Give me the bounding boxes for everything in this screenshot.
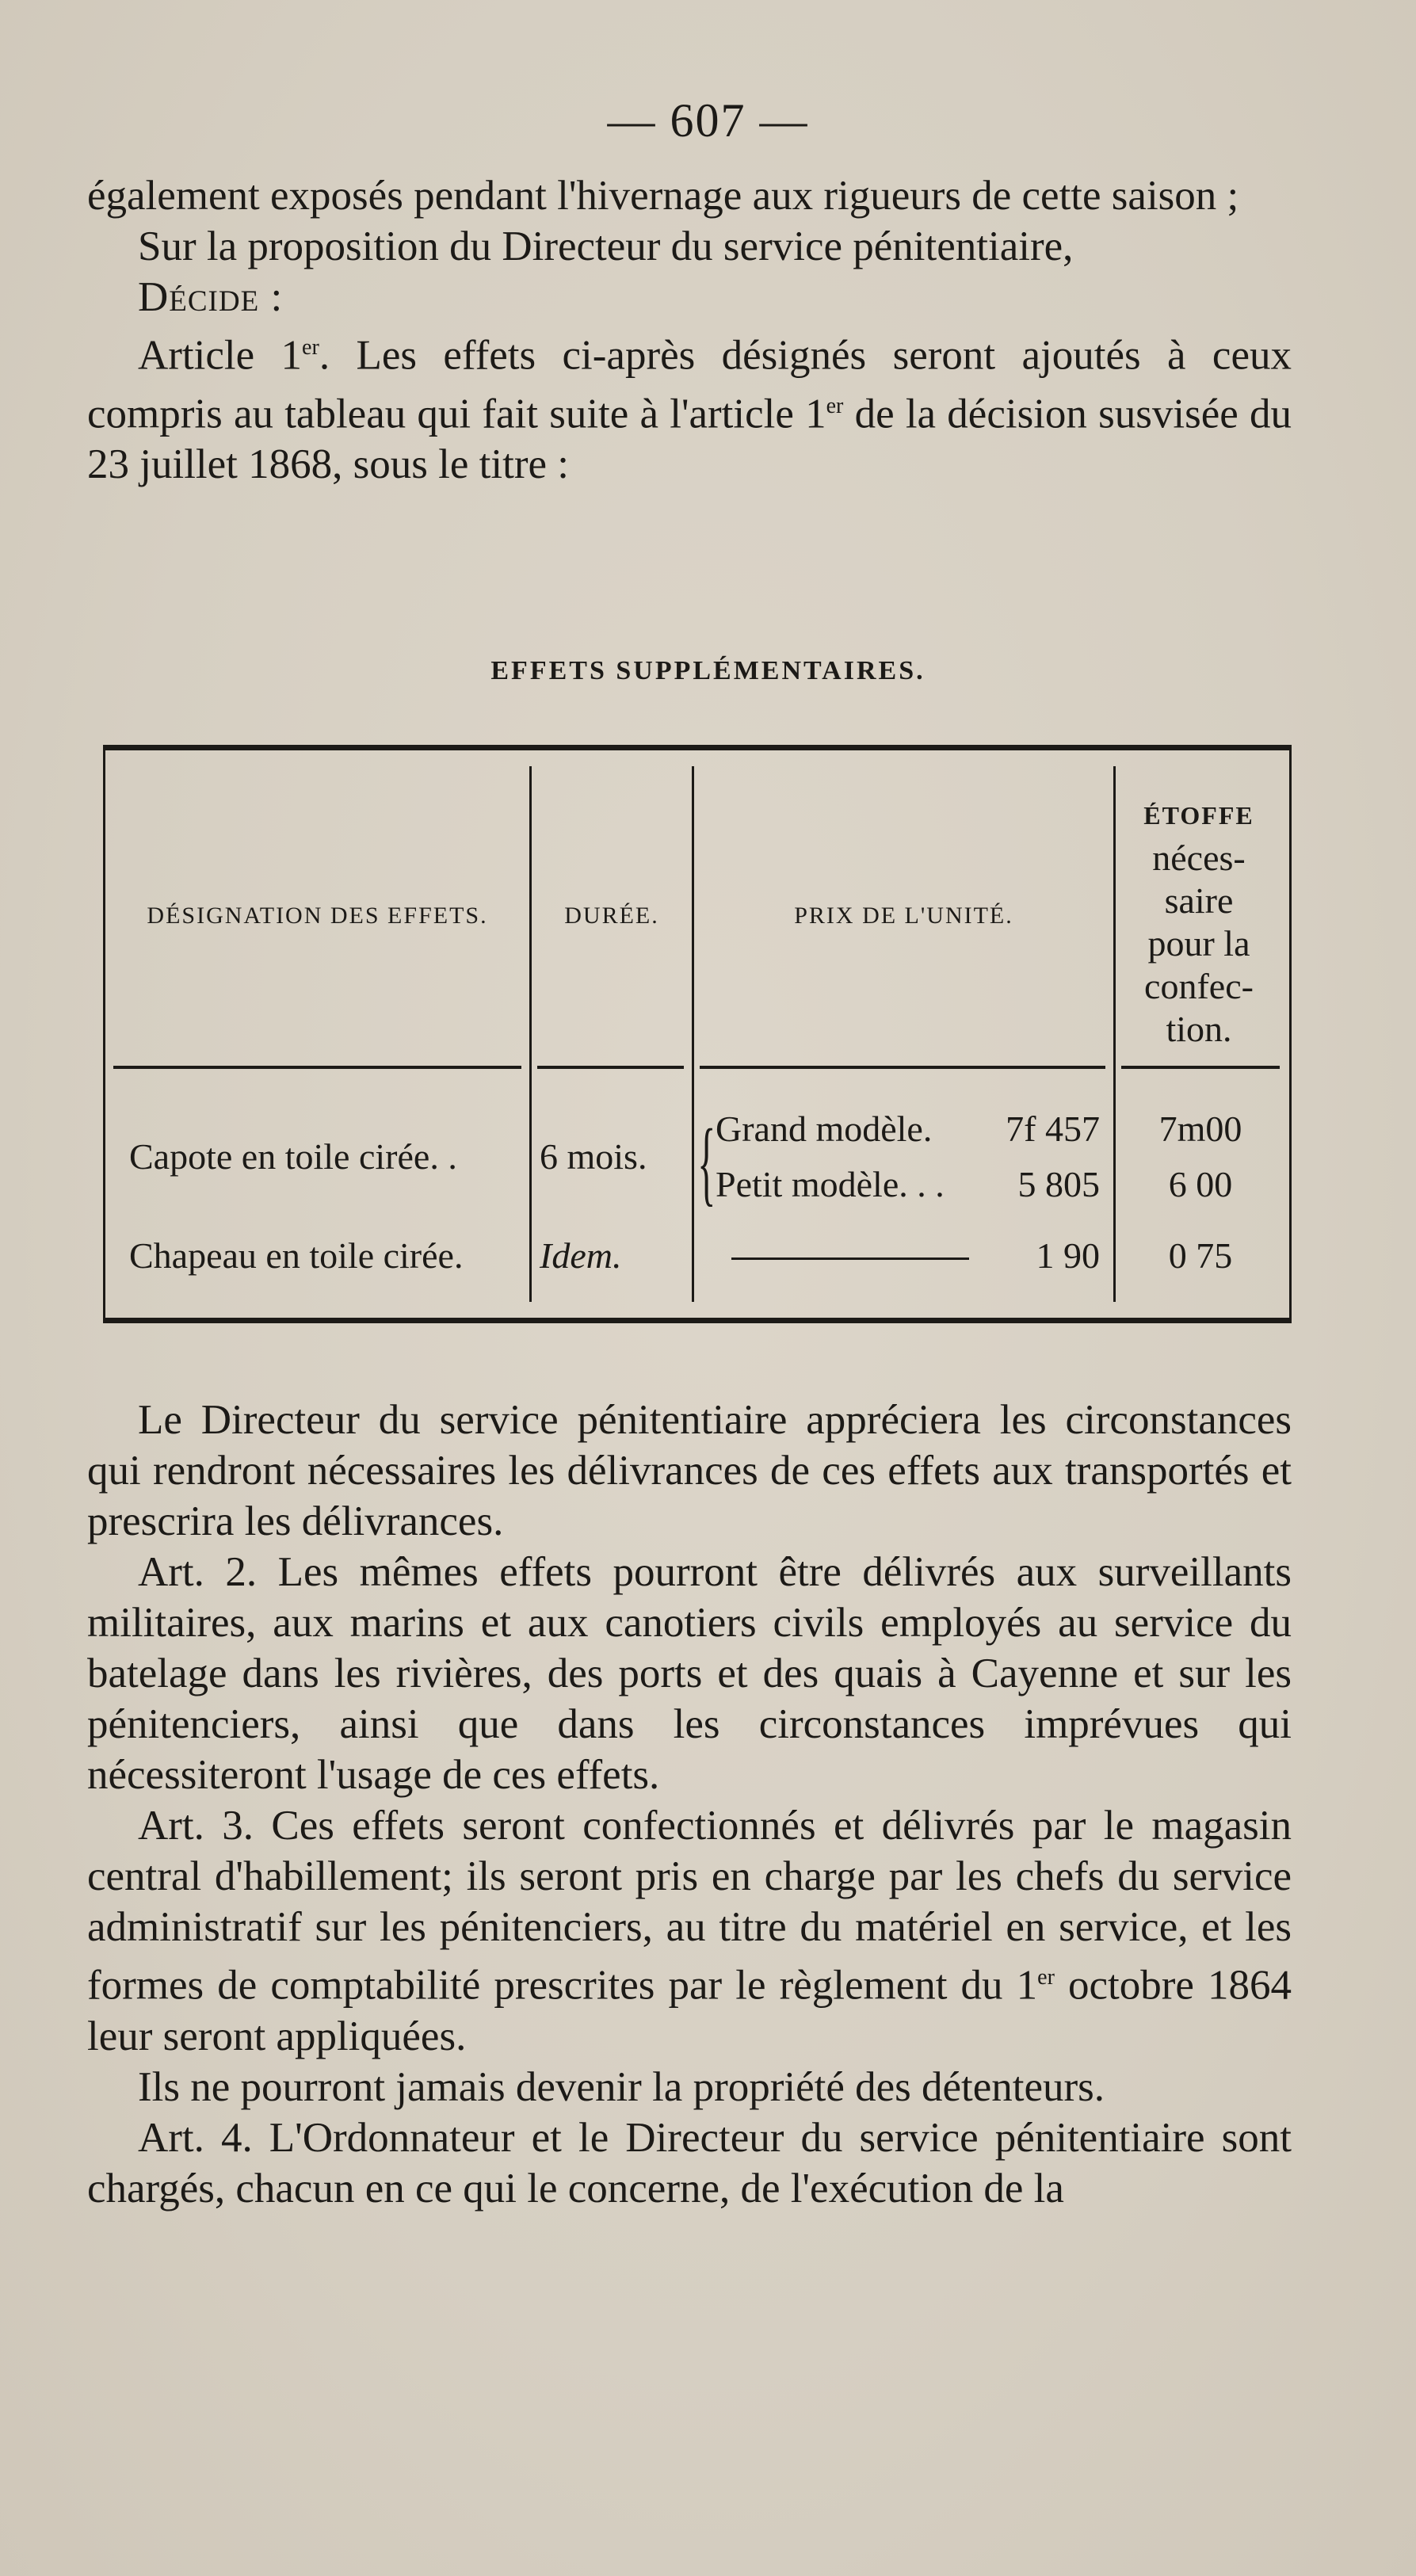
intro-text xyxy=(87,170,1292,490)
row-1-prix-petit-label: Petit modèle. . . xyxy=(716,1164,945,1204)
row-2-designation: Chapeau en toile cirée. xyxy=(129,1235,464,1276)
header-rule xyxy=(113,1066,521,1069)
row-2-prix: 1 90 xyxy=(1036,1235,1100,1276)
article-3: Art. 3. Ces effets seront confectionnés et délivrés par le magasin central d'habillement; ils seront pris en charge par les chefs du service administratif sur les pénitenciers, au titre du matériel en service, et les formes de comptabilité prescrites par le règlement du 1er octobre 1864 leur seront appliquées. xyxy=(87,1803,1292,2059)
article-1: Article 1er. Les effets ci-après désignés seront ajoutés à ceux compris au tableau qui fait suite à l'article 1er de la décision susvisée du 23 juillet 1868, sous le titre : xyxy=(87,332,1292,488)
header-prix: PRIX DE L'UNITÉ. xyxy=(794,903,1013,929)
header-rule xyxy=(537,1066,684,1069)
paragraph-directeur: Le Directeur du service pénitentiaire appréciera les circonstances qui rendront nécessaires les délivrances de ces effets aux transportés et prescrira les délivrances. xyxy=(87,1397,1292,1544)
table-title: EFFETS SUPPLÉMENTAIRES. xyxy=(490,656,926,685)
row-2-duree: Idem. xyxy=(540,1235,622,1276)
paragraph-proposition: Sur la proposition du Directeur du service pénitentiaire, xyxy=(138,223,1074,269)
row-1-prix-petit: 5 805 xyxy=(1017,1164,1100,1204)
row-1-duree: 6 mois. xyxy=(540,1136,647,1177)
row-2-prix-dash xyxy=(731,1257,969,1260)
header-rule xyxy=(700,1066,1105,1069)
article-4: Art. 4. L'Ordonnateur et le Directeur du service pénitentiaire sont chargés, chacun en ce qui le concerne, de l'exécution de la xyxy=(87,2114,1292,2212)
row-2-etoffe: 0 75 xyxy=(1168,1235,1233,1276)
header-designation: DÉSIGNATION DES EFFETS. xyxy=(147,903,488,929)
header-etoffe: ÉTOFFE néces- saire pour la confec- tion. xyxy=(1143,801,1254,1049)
effects-table xyxy=(103,745,1292,1323)
article-2: Art. 2. Les mêmes effets pourront être délivrés aux surveillants militaires, aux marins et aux canotiers civils employés au service du batelage dans les rivières, des ports et des quais à Cayenne et sur les pénitenciers, ainsi que dans les circonstances imprévues qui nécessiteront l'usage de ces effets. xyxy=(87,1549,1292,1798)
header-duree: DURÉE. xyxy=(564,903,659,929)
decide-heading: Décide : xyxy=(138,274,284,320)
column-divider xyxy=(692,766,694,1302)
row-1-designation: Capote en toile cirée. . xyxy=(129,1136,457,1177)
brace: { xyxy=(697,1109,716,1215)
paragraph-propriete: Ils ne pourront jamais devenir la propriété des détenteurs. xyxy=(138,2063,1105,2110)
paragraph-continuation: également exposés pendant l'hivernage aux rigueurs de cette saison ; xyxy=(87,173,1239,219)
column-divider xyxy=(1113,766,1116,1302)
body-text xyxy=(87,1395,1292,2214)
column-divider xyxy=(529,766,532,1302)
header-rule xyxy=(1121,1066,1280,1069)
row-1-etoffe-petit: 6 00 xyxy=(1168,1164,1233,1204)
row-1-prix-grand-label: Grand modèle. xyxy=(716,1109,933,1149)
row-1-etoffe-grand: 7m00 xyxy=(1158,1109,1242,1149)
row-1-prix-grand: 7f 457 xyxy=(1006,1109,1100,1149)
page-number: — 607 — xyxy=(607,94,809,147)
